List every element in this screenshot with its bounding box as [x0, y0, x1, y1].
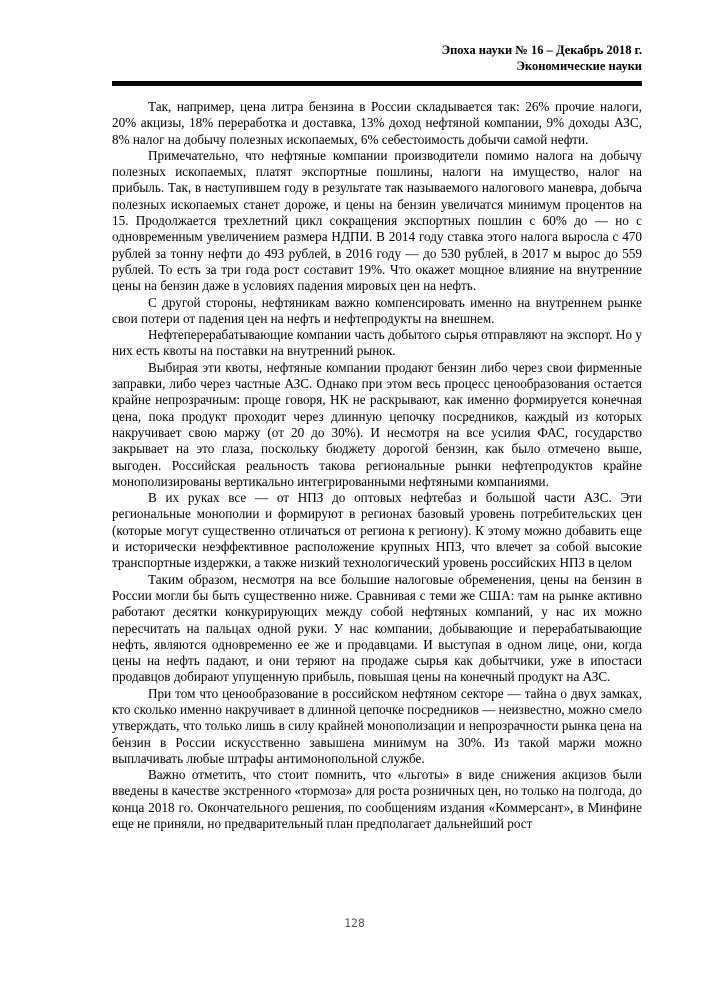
paragraph: Важно отметить, что стоит помнить, что «льготы» в виде снижения акцизов были введены в качестве экстренного «тормоза» для роста розничных цен, но только на полгода, до конца 2018 го. Окончательного решения, по сообщениям издания «Коммерсант», в Минфине еще не приняли, но предварительный план предполагает дальнейший рост [112, 767, 642, 832]
paragraph: При том что ценообразование в российском нефтяном секторе — тайна о двух замках, кто сколько именно накручивает в длинной цепочке посредников — неизвестно, можно смело утверждать, что только лишь в силу крайней монополизации и непрозрачности рынка цена на бензин в России искусственно завышена минимум на 30%. Из такой маржи можно выплачивать любые штрафы антимонопольной службе. [112, 685, 642, 766]
paragraph: Выбирая эти квоты, нефтяные компании продают бензин либо через свои фирменные заправки, либо через частные АЗС. Однако при этом весь процесс ценообразования остается крайне непрозрачным: проще говоря, НК не раскрывают, как именно формируется конечная цена, пока продукт проходит через длинную цепочку посредников, каждый из которых накручивает свою маржу (от 20 до 30%). И несмотря на все усилия ФАС, государство закрывает на это глаза, поскольку бюджету дорогой бензин, как было отмечено выше, выгоден. Российская реальность такова региональные рынки нефтепродуктов крайне монополизированы вертикально интегрированными нефтяными компаниями. [112, 359, 642, 489]
header-rule [112, 81, 642, 86]
paragraph: Примечательно, что нефтяные компании производители помимо налога на добычу полезных ископаемых, платят экспортные пошлины, налоги на имущество, налог на прибыль. Так, в наступившем году в результате так называемого налогового маневра, добыча полезных ископаемых станет дороже, и цены на бензин увеличатся минимум процентов на 15. Продолжается трехлетний цикл сокращения экспортных пошлин с 60% до — но с одновременным увеличением размера НДПИ. В 2014 году ставка этого налога выросла с 470 рублей за тонну нефти до 493 рублей, в 2016 году — до 530 рублей, в 2017 м вырос до 559 рублей. То есть за три года рост составит 19%. Что окажет мощное влияние на внутренние цены на бензин даже в условиях падения мировых цен на нефть. [112, 147, 642, 294]
paragraph: Так, например, цена литра бензина в России складывается так: 26% прочие налоги, 20% акцизы, 18% переработка и доставка, 13% доход нефтяной компании, 9% доходы АЗС, 8% налог на добычу полезных ископаемых, 6% себестоимость добычи самой нефти. [112, 99, 642, 147]
article-body [112, 99, 642, 832]
paragraph: В их руках все — от НПЗ до оптовых нефтебаз и большой части АЗС. Эти региональные монополии и формируют в регионах базовый уровень потребительских цен (которые могут существенно отличаться от региона к региону). К этому можно добавить еще и исторически неэффективное расположение крупных НПЗ, что влечет за собой высокие транспортные издержки, а также низкий технологический уровень российских НПЗ в целом [112, 490, 642, 571]
paragraph: Нефтеперерабатывающие компании часть добытого сырья отправляют на экспорт. Но у них есть квоты на поставки на внутренний рынок. [112, 327, 642, 359]
paragraph: Таким образом, несмотря на все большие налоговые обременения, цены на бензин в России могли бы быть существенно ниже. Сравнивая с теми же США: там на рынке активно работают десятки конкурирующих между собой нефтяных компаний, у нас их можно пересчитать на пальцах одной руки. У нас компании, добывающие и перерабатывающие нефть, являются одновременно ее же и продавцами. И выступая в одном лице, они, когда цены на нефть падают, и они теряют на продаже сырья как добытчики, уже в ипостаси продавцов добирают упущенную прибыль, повышая цены на конечный продукт на АЗС. [112, 571, 642, 685]
running-header [442, 42, 642, 74]
paragraph: С другой стороны, нефтяникам важно компенсировать именно на внутреннем рынке свои потери от падения цен на нефть и нефтепродукты на внешнем. [112, 294, 642, 326]
section-title: Экономические науки [516, 59, 642, 73]
journal-issue: Эпоха науки № 16 – Декабрь 2018 г. [441, 43, 642, 57]
page-number: 128 [344, 916, 365, 930]
